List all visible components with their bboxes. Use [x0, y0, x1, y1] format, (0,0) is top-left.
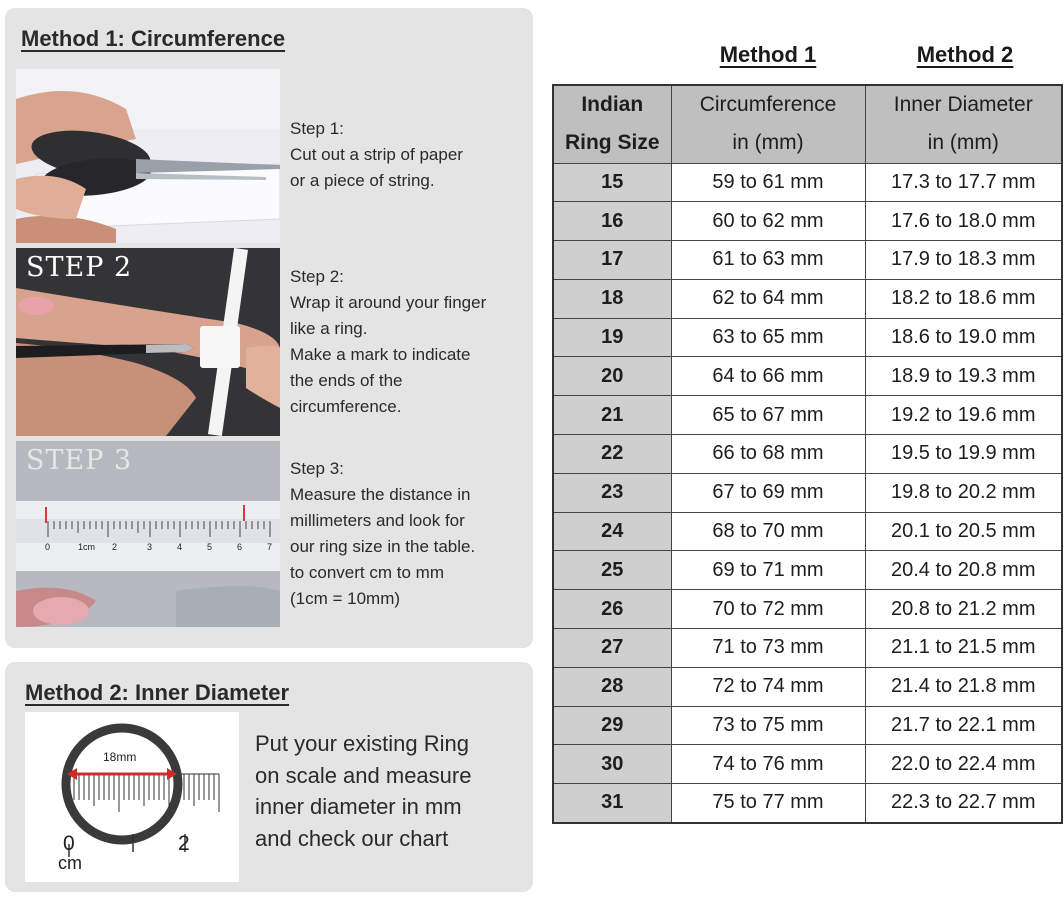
table-row	[553, 435, 1062, 474]
step2-photo	[16, 248, 280, 436]
circumference-cell: 67 to 69 mm	[671, 473, 865, 512]
ring-size-table	[552, 84, 1063, 824]
scale-two-label: 2	[178, 832, 190, 855]
inner-diameter-cell: 17.6 to 18.0 mm	[865, 202, 1062, 241]
step-line: the ends of the	[290, 371, 403, 390]
method1-column-heading: Method 1	[719, 42, 817, 67]
ruler-label: 6	[237, 542, 243, 552]
ring-size-cell: 31	[553, 784, 671, 823]
header-line: Ring Size	[564, 131, 660, 155]
inner-diameter-cell: 20.8 to 21.2 mm	[865, 590, 1062, 629]
ring-size-cell: 28	[553, 667, 671, 706]
ring-size-cell: 27	[553, 629, 671, 668]
ring-size-cell: 19	[553, 318, 671, 357]
ring-size-cell: 15	[553, 163, 671, 202]
ring-size-cell: 21	[553, 396, 671, 435]
ring-size-cell: 17	[553, 241, 671, 280]
table-row	[553, 473, 1062, 512]
step-line: Measure the distance in	[290, 485, 471, 504]
step-line: Step 3:	[290, 459, 344, 478]
inner-diameter-cell: 19.5 to 19.9 mm	[865, 435, 1062, 474]
circumference-cell: 74 to 76 mm	[671, 745, 865, 784]
circumference-cell: 64 to 66 mm	[671, 357, 865, 396]
header-line: in (mm)	[927, 131, 999, 155]
method2-title: Method 2: Inner Diameter	[25, 680, 290, 705]
table-row	[553, 590, 1062, 629]
diameter-label: 18mm	[103, 750, 137, 764]
step-line: Cut out a strip of paper	[290, 145, 463, 164]
table-row	[553, 202, 1062, 241]
method2-column-heading: Method 2	[916, 42, 1014, 67]
inner-diameter-cell: 22.3 to 22.7 mm	[865, 784, 1062, 823]
table-row	[553, 279, 1062, 318]
step-line: Wrap it around your finger	[290, 293, 487, 312]
ring-size-cell: 30	[553, 745, 671, 784]
ruler-label: 7	[267, 542, 273, 552]
table-row	[553, 745, 1062, 784]
table-row	[553, 163, 1062, 202]
circumference-cell: 69 to 71 mm	[671, 551, 865, 590]
circumference-cell: 61 to 63 mm	[671, 241, 865, 280]
method2-panel	[5, 662, 533, 892]
step-line: our ring size in the table.	[290, 537, 476, 556]
inner-diameter-cell: 20.4 to 20.8 mm	[865, 551, 1062, 590]
step-line: millimeters and look for	[290, 511, 465, 530]
table-row	[553, 357, 1062, 396]
ring-size-cell: 23	[553, 473, 671, 512]
ring-size-cell: 26	[553, 590, 671, 629]
circumference-cell: 59 to 61 mm	[671, 163, 865, 202]
inner-diameter-cell: 21.4 to 21.8 mm	[865, 667, 1062, 706]
header-line: Inner Diameter	[893, 93, 1033, 117]
table-row	[553, 551, 1062, 590]
ring-size-cell: 22	[553, 435, 671, 474]
circumference-cell: 73 to 75 mm	[671, 706, 865, 745]
header-circumference	[671, 85, 865, 163]
ring-size-cell: 20	[553, 357, 671, 396]
scissors-cutting-paper-image	[16, 69, 280, 243]
step-line: or a piece of string.	[290, 171, 435, 190]
ruler-label: 2	[112, 542, 118, 552]
ruler-label: 1cm	[78, 542, 96, 552]
inner-diameter-cell: 20.1 to 20.5 mm	[865, 512, 1062, 551]
step-line: Step 1:	[290, 119, 344, 138]
header-line: Indian	[581, 93, 644, 117]
table-row	[553, 241, 1062, 280]
scale-unit-label: cm	[58, 853, 82, 873]
ring-size-cell: 25	[553, 551, 671, 590]
ring-on-scale-diagram	[25, 712, 239, 882]
inner-diameter-cell: 17.3 to 17.7 mm	[865, 163, 1062, 202]
step2-instructions	[290, 264, 530, 420]
table-body	[553, 163, 1062, 823]
ring-size-cell: 16	[553, 202, 671, 241]
inner-diameter-cell: 18.2 to 18.6 mm	[865, 279, 1062, 318]
ring-size-cell: 24	[553, 512, 671, 551]
header-line: Circumference	[699, 93, 837, 117]
ruler-label: 0	[45, 542, 51, 552]
header-inner-diameter	[865, 85, 1062, 163]
method1-panel	[5, 8, 533, 648]
table-header-row	[553, 85, 1062, 163]
step-line: to convert cm to mm	[290, 563, 444, 582]
step-line: Make a mark to indicate	[290, 345, 471, 364]
ring-size-cell: 18	[553, 279, 671, 318]
step-line: circumference.	[290, 397, 402, 416]
method2-instructions	[255, 728, 525, 854]
instruction-line: on scale and measure	[255, 762, 472, 788]
step3-label: STEP 3	[26, 445, 133, 476]
table-row	[553, 667, 1062, 706]
ruler-tick-labels	[16, 542, 280, 558]
circumference-cell: 71 to 73 mm	[671, 629, 865, 668]
scale-zero-label: 0	[63, 832, 75, 855]
table-row	[553, 706, 1062, 745]
table-row	[553, 784, 1062, 823]
table-row	[553, 396, 1062, 435]
inner-diameter-cell: 21.1 to 21.5 mm	[865, 629, 1062, 668]
circumference-cell: 68 to 70 mm	[671, 512, 865, 551]
step-line: Step 2:	[290, 267, 344, 286]
inner-diameter-cell: 19.8 to 20.2 mm	[865, 473, 1062, 512]
step-line: like a ring.	[290, 319, 368, 338]
instruction-line: and check our chart	[255, 825, 449, 851]
ruler-label: 5	[207, 542, 213, 552]
inner-diameter-cell: 21.7 to 22.1 mm	[865, 706, 1062, 745]
step-line: (1cm = 10mm)	[290, 589, 401, 608]
circumference-cell: 72 to 74 mm	[671, 667, 865, 706]
header-line: in (mm)	[732, 131, 804, 155]
ruler-label: 4	[177, 542, 183, 552]
table-row	[553, 512, 1062, 551]
circumference-cell: 63 to 65 mm	[671, 318, 865, 357]
inner-diameter-cell: 22.0 to 22.4 mm	[865, 745, 1062, 784]
inner-diameter-cell: 18.6 to 19.0 mm	[865, 318, 1062, 357]
step2-label: STEP 2	[26, 252, 133, 283]
inner-diameter-cell: 18.9 to 19.3 mm	[865, 357, 1062, 396]
circumference-cell: 66 to 68 mm	[671, 435, 865, 474]
header-ring-size	[553, 85, 671, 163]
inner-diameter-cell: 19.2 to 19.6 mm	[865, 396, 1062, 435]
step3-instructions	[290, 456, 530, 612]
step3-photo	[16, 441, 280, 627]
circumference-cell: 60 to 62 mm	[671, 202, 865, 241]
inner-diameter-cell: 17.9 to 18.3 mm	[865, 241, 1062, 280]
circumference-cell: 62 to 64 mm	[671, 279, 865, 318]
ring-size-cell: 29	[553, 706, 671, 745]
table-row	[553, 629, 1062, 668]
instruction-line: inner diameter in mm	[255, 794, 462, 819]
circumference-cell: 70 to 72 mm	[671, 590, 865, 629]
circumference-cell: 65 to 67 mm	[671, 396, 865, 435]
method1-title: Method 1: Circumference	[21, 26, 286, 51]
ruler-label: 3	[147, 542, 153, 552]
table-row	[553, 318, 1062, 357]
step1-instructions	[290, 116, 530, 194]
circumference-cell: 75 to 77 mm	[671, 784, 865, 823]
step1-photo	[16, 69, 280, 243]
instruction-line: Put your existing Ring	[255, 731, 469, 756]
